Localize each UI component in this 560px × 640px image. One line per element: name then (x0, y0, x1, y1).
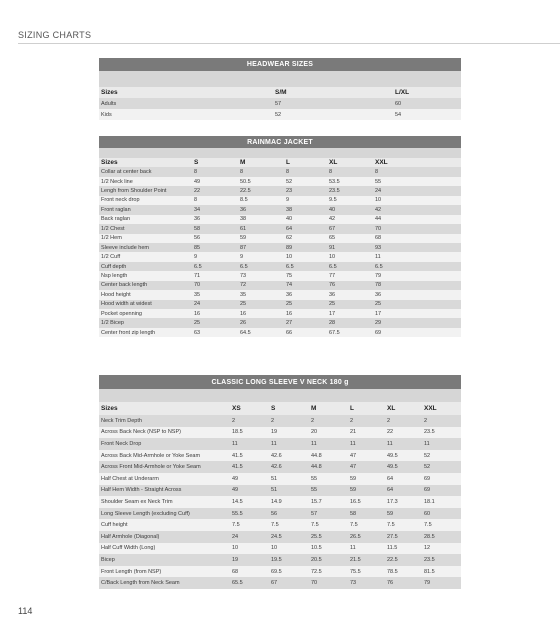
size-value: 35 (240, 291, 247, 298)
size-value: 47 (350, 464, 357, 471)
size-value: S (194, 159, 199, 167)
size-value: 51 (271, 475, 278, 482)
table-row (99, 98, 461, 109)
size-value: XXL (375, 159, 388, 167)
row-label: Hood height (101, 291, 131, 298)
size-value: 93 (375, 244, 382, 251)
table-row (99, 415, 461, 427)
size-value: XXL (424, 405, 437, 412)
row-label: Front raglan (101, 206, 131, 213)
size-value: 42.6 (271, 452, 282, 459)
size-value: 70 (375, 225, 382, 232)
size-value: 52 (424, 452, 431, 459)
size-value: 56 (271, 510, 278, 517)
size-value: 10 (329, 254, 336, 261)
row-label: Front Length (from NSP) (101, 568, 162, 575)
size-value: 36 (194, 216, 201, 223)
table-row (99, 224, 461, 233)
page-number: 114 (18, 606, 33, 616)
size-value: 59 (387, 510, 394, 517)
row-label: Center front zip length (101, 329, 156, 336)
size-value: 69 (375, 329, 382, 336)
size-value: 8 (375, 169, 379, 176)
size-value: 78 (375, 282, 382, 289)
size-value: 11 (350, 545, 356, 552)
row-label: Lengh from Shoulder Point (101, 188, 167, 195)
row-label: Half Chest at Underarm (101, 475, 159, 482)
row-label: Nsp length (101, 272, 128, 279)
size-value: 22.5 (240, 188, 251, 195)
size-value: L (286, 159, 290, 167)
table-row (99, 290, 461, 299)
row-label: Front Neck Drop (101, 440, 142, 447)
size-value: 14.5 (232, 498, 243, 505)
size-value: 25.5 (311, 533, 322, 540)
row-label: Across Back Mid-Armhole or Yoke Seam (101, 452, 201, 459)
table-row (99, 300, 461, 309)
size-value: 11 (424, 440, 430, 447)
size-value: 9 (286, 197, 290, 204)
size-value: 11.5 (387, 545, 398, 552)
size-value: 11 (375, 254, 381, 261)
row-label: Half Cuff Width (Long) (101, 545, 156, 552)
size-value: 36 (240, 206, 247, 213)
size-value: 23.5 (424, 556, 435, 563)
size-value: 58 (194, 225, 201, 232)
size-value: 91 (329, 244, 336, 251)
size-value: 8 (240, 169, 244, 176)
size-value: 55.5 (232, 510, 243, 517)
size-value: 54 (395, 111, 402, 118)
size-value: 63 (194, 329, 201, 336)
size-value: 9 (240, 254, 244, 261)
row-label: Pocket openning (101, 310, 142, 317)
table-row (99, 496, 461, 508)
size-value: 8 (329, 169, 333, 176)
size-value: 6.5 (240, 263, 248, 270)
rainmac-table-spacer (99, 148, 461, 158)
size-value: 36 (329, 291, 336, 298)
row-label: Front neck drop (101, 197, 140, 204)
size-value: 75.5 (350, 568, 361, 575)
size-value: 78.5 (387, 568, 398, 575)
classic-table-spacer (99, 389, 461, 402)
size-value: 67.5 (329, 329, 340, 336)
size-value: 8.5 (240, 197, 248, 204)
table-row (99, 109, 461, 120)
size-value: 23.5 (424, 429, 435, 436)
row-label: Sizes (101, 405, 118, 412)
size-value: 70 (194, 282, 201, 289)
size-value: 2 (311, 417, 315, 424)
size-value: 65.5 (232, 580, 243, 587)
size-value: 25 (240, 301, 247, 308)
size-value: 71 (194, 272, 201, 279)
headwear-table-title: HEADWEAR SIZES (99, 58, 461, 71)
size-value: S (271, 405, 276, 412)
size-value: M (311, 405, 317, 412)
size-value: 29 (375, 320, 382, 327)
size-value: 76 (329, 282, 336, 289)
size-value: 76 (387, 580, 394, 587)
size-value: 23 (286, 188, 293, 195)
size-value: 59 (350, 475, 357, 482)
classic-table-body (99, 402, 461, 589)
size-value: 7.5 (350, 522, 358, 529)
size-value: 55 (375, 178, 382, 185)
size-value: 59 (350, 487, 357, 494)
size-value: 24 (232, 533, 239, 540)
size-value: 67 (329, 225, 336, 232)
table-row (99, 485, 461, 497)
size-value: 66 (286, 329, 293, 336)
size-value: 49 (232, 487, 239, 494)
row-label: 1/2 Hem (101, 235, 122, 242)
size-value: 24.5 (271, 533, 282, 540)
size-value: 49 (232, 475, 239, 482)
table-row (99, 328, 461, 337)
size-value: 7.5 (311, 522, 319, 529)
size-value: 8 (286, 169, 290, 176)
row-label: Sizes (101, 89, 118, 96)
size-value: 47 (350, 452, 357, 459)
size-value: 34 (194, 206, 201, 213)
size-value: 19 (271, 429, 278, 436)
size-value: L/XL (395, 89, 410, 96)
size-value: 11 (311, 440, 317, 447)
size-value: 19.5 (271, 556, 282, 563)
size-value: 6.5 (329, 263, 337, 270)
size-value: 64.5 (240, 329, 251, 336)
row-label: 1/2 Cuff (101, 254, 121, 261)
size-value: 8 (194, 169, 198, 176)
table-row (99, 566, 461, 578)
size-value: 61 (240, 225, 247, 232)
size-value: 11 (271, 440, 277, 447)
row-label: Kids (101, 111, 112, 118)
size-value: 49 (194, 178, 201, 185)
size-value: 64 (286, 225, 293, 232)
size-value: 25 (194, 320, 201, 327)
size-value: 70 (311, 580, 318, 587)
size-value: 16 (240, 310, 247, 317)
table-row (99, 519, 461, 531)
table-row (99, 531, 461, 543)
table-row (99, 508, 461, 520)
size-value: L (350, 405, 354, 412)
size-value: 75 (286, 272, 293, 279)
size-value: XL (387, 405, 396, 412)
headwear-table-spacer (99, 71, 461, 87)
size-value: 44.8 (311, 464, 322, 471)
size-value: 72.5 (311, 568, 322, 575)
size-value: 51 (271, 487, 278, 494)
size-value: 44 (375, 216, 382, 223)
table-row (99, 473, 461, 485)
headwear-sizes-table (99, 58, 461, 120)
size-value: 10 (232, 545, 239, 552)
heading-divider (18, 43, 560, 44)
row-label: Across Back Neck (NSP to NSP) (101, 429, 181, 436)
size-value: 7.5 (424, 522, 432, 529)
size-value: 42 (375, 206, 382, 213)
size-value: 17 (375, 310, 382, 317)
size-value: 22 (387, 429, 394, 436)
row-label: Sizes (101, 159, 118, 167)
size-value: 2 (350, 417, 354, 424)
size-value: 73 (350, 580, 357, 587)
size-value: 85 (194, 244, 201, 251)
size-value: 10.5 (311, 545, 322, 552)
table-row (99, 234, 461, 243)
size-value: 36 (375, 291, 382, 298)
table-row (99, 461, 461, 473)
size-value: 77 (329, 272, 336, 279)
size-value: 24 (194, 301, 201, 308)
size-value: 64 (387, 487, 394, 494)
row-label: C/Back Length from Neck Seam (101, 580, 180, 587)
rainmac-jacket-table (99, 136, 461, 337)
table-row (99, 543, 461, 555)
size-value: 10 (271, 545, 278, 552)
size-value: 40 (329, 206, 336, 213)
row-label: Center back length (101, 282, 148, 289)
row-label: Collar at center back (101, 169, 152, 176)
row-label: Long Sleeve Length (excluding Cuff) (101, 510, 190, 517)
table-row (99, 554, 461, 566)
size-value: 79 (424, 580, 431, 587)
size-value: 28.5 (424, 533, 435, 540)
size-value: 41.5 (232, 464, 243, 471)
size-value: 2 (232, 417, 236, 424)
size-value: 25 (329, 301, 336, 308)
size-value: 11 (232, 440, 238, 447)
table-row (99, 196, 461, 205)
row-label: 1/2 Neck line (101, 178, 133, 185)
size-value: 16 (286, 310, 293, 317)
row-label: Shoulder Seam ex Neck Trim (101, 498, 173, 505)
table-row (99, 215, 461, 224)
row-label: Half Armhole (Diagonal) (101, 533, 160, 540)
size-value: 2 (387, 417, 391, 424)
size-value: 6.5 (194, 263, 202, 270)
size-value: 38 (286, 206, 293, 213)
table-row (99, 577, 461, 589)
size-value: 59 (240, 235, 247, 242)
size-value: 21 (350, 429, 357, 436)
size-value: 68 (375, 235, 382, 242)
size-value: 27 (286, 320, 293, 327)
table-row (99, 186, 461, 195)
size-value: 50.5 (240, 178, 251, 185)
classic-long-sleeve-table (99, 375, 461, 589)
table-header-row (99, 158, 461, 167)
headwear-table-body (99, 87, 461, 120)
size-value: 69 (424, 487, 431, 494)
table-row (99, 427, 461, 439)
size-value: 22 (194, 188, 201, 195)
size-value: 36 (286, 291, 293, 298)
size-value: 9.5 (329, 197, 337, 204)
size-value: 74 (286, 282, 293, 289)
size-value: 79 (375, 272, 382, 279)
rainmac-table-body (99, 158, 461, 337)
size-value: 23.5 (329, 188, 340, 195)
size-value: 57 (311, 510, 318, 517)
size-value: 42.6 (271, 464, 282, 471)
size-value: 10 (375, 197, 382, 204)
size-value: 81.5 (424, 568, 435, 575)
size-value: 21.5 (350, 556, 361, 563)
size-value: 27.5 (387, 533, 398, 540)
size-value: 11 (387, 440, 393, 447)
size-value: 55 (311, 487, 318, 494)
table-header-row (99, 87, 461, 98)
row-label: Hood width at widest (101, 301, 152, 308)
row-label: Cuff height (101, 522, 128, 529)
row-label: Back raglan (101, 216, 131, 223)
size-value: 40 (286, 216, 293, 223)
size-value: 16 (194, 310, 201, 317)
size-value: 6.5 (375, 263, 383, 270)
size-value: 20.5 (311, 556, 322, 563)
size-value: 18.1 (424, 498, 435, 505)
table-row (99, 438, 461, 450)
size-value: 49.5 (387, 452, 398, 459)
size-value: 7.5 (387, 522, 395, 529)
size-value: 14.9 (271, 498, 282, 505)
size-value: 35 (194, 291, 201, 298)
size-value: 53.5 (329, 178, 340, 185)
size-value: 16.5 (350, 498, 361, 505)
size-value: 58 (350, 510, 357, 517)
size-value: 69.5 (271, 568, 282, 575)
size-value: 12 (424, 545, 431, 552)
size-value: 62 (286, 235, 293, 242)
size-value: 26 (240, 320, 247, 327)
size-value: 2 (424, 417, 428, 424)
size-value: 17.3 (387, 498, 398, 505)
size-value: 68 (232, 568, 239, 575)
size-value: 9 (194, 254, 198, 261)
size-value: 60 (424, 510, 431, 517)
size-value: 60 (395, 100, 402, 107)
size-value: XS (232, 405, 241, 412)
size-value: 69 (424, 475, 431, 482)
row-label: Cuff depth (101, 263, 127, 270)
size-value: 42 (329, 216, 336, 223)
row-label: Half Hem Width - Straight Across (101, 487, 182, 494)
size-value: 44.8 (311, 452, 322, 459)
row-label: Across Front Mid-Armhole or Yoke Seam (101, 464, 201, 471)
size-value: 25 (286, 301, 293, 308)
row-label: Sleeve include hem (101, 244, 150, 251)
row-label: Neck Trim Depth (101, 417, 142, 424)
size-value: 49.5 (387, 464, 398, 471)
row-label: 1/2 Chest (101, 225, 125, 232)
size-value: 25 (375, 301, 382, 308)
size-value: 56 (194, 235, 201, 242)
size-value: 52 (424, 464, 431, 471)
size-value: 38 (240, 216, 247, 223)
size-value: 55 (311, 475, 318, 482)
size-value: 11 (350, 440, 356, 447)
size-value: 52 (275, 111, 282, 118)
size-value: XL (329, 159, 338, 167)
size-value: 18.5 (232, 429, 243, 436)
row-label: 1/2 Bicep (101, 320, 124, 327)
table-row (99, 318, 461, 327)
size-value: 41.5 (232, 452, 243, 459)
size-value: 64 (387, 475, 394, 482)
size-value: 89 (286, 244, 293, 251)
rainmac-table-title: RAINMAC JACKET (99, 136, 461, 148)
table-row (99, 262, 461, 271)
table-row (99, 281, 461, 290)
row-label: Adults (101, 100, 117, 107)
classic-table-title: CLASSIC LONG SLEEVE V NECK 180 g (99, 375, 461, 389)
size-value: 17 (329, 310, 336, 317)
size-value: 20 (311, 429, 318, 436)
size-value: 7.5 (271, 522, 279, 529)
page-heading: SIZING CHARTS (18, 30, 92, 40)
size-value: 57 (275, 100, 282, 107)
size-value: 10 (286, 254, 293, 261)
table-row (99, 309, 461, 318)
size-value: 24 (375, 188, 382, 195)
size-value: 8 (194, 197, 198, 204)
size-value: 73 (240, 272, 247, 279)
table-row (99, 252, 461, 261)
size-value: 52 (286, 178, 293, 185)
size-value: 26.5 (350, 533, 361, 540)
size-value: S/M (275, 89, 287, 96)
size-value: 65 (329, 235, 336, 242)
table-row (99, 243, 461, 252)
table-row (99, 167, 461, 176)
size-value: 72 (240, 282, 247, 289)
size-value: 67 (271, 580, 278, 587)
size-value: 2 (271, 417, 275, 424)
size-value: 87 (240, 244, 247, 251)
size-value: 15.7 (311, 498, 322, 505)
size-value: M (240, 159, 246, 167)
size-value: 6.5 (286, 263, 294, 270)
size-value: 7.5 (232, 522, 240, 529)
table-row (99, 450, 461, 462)
table-row (99, 205, 461, 214)
table-header-row (99, 402, 461, 415)
table-row (99, 271, 461, 280)
size-value: 22.5 (387, 556, 398, 563)
size-value: 19 (232, 556, 239, 563)
table-row (99, 177, 461, 186)
row-label: Bicep (101, 556, 115, 563)
size-value: 28 (329, 320, 336, 327)
